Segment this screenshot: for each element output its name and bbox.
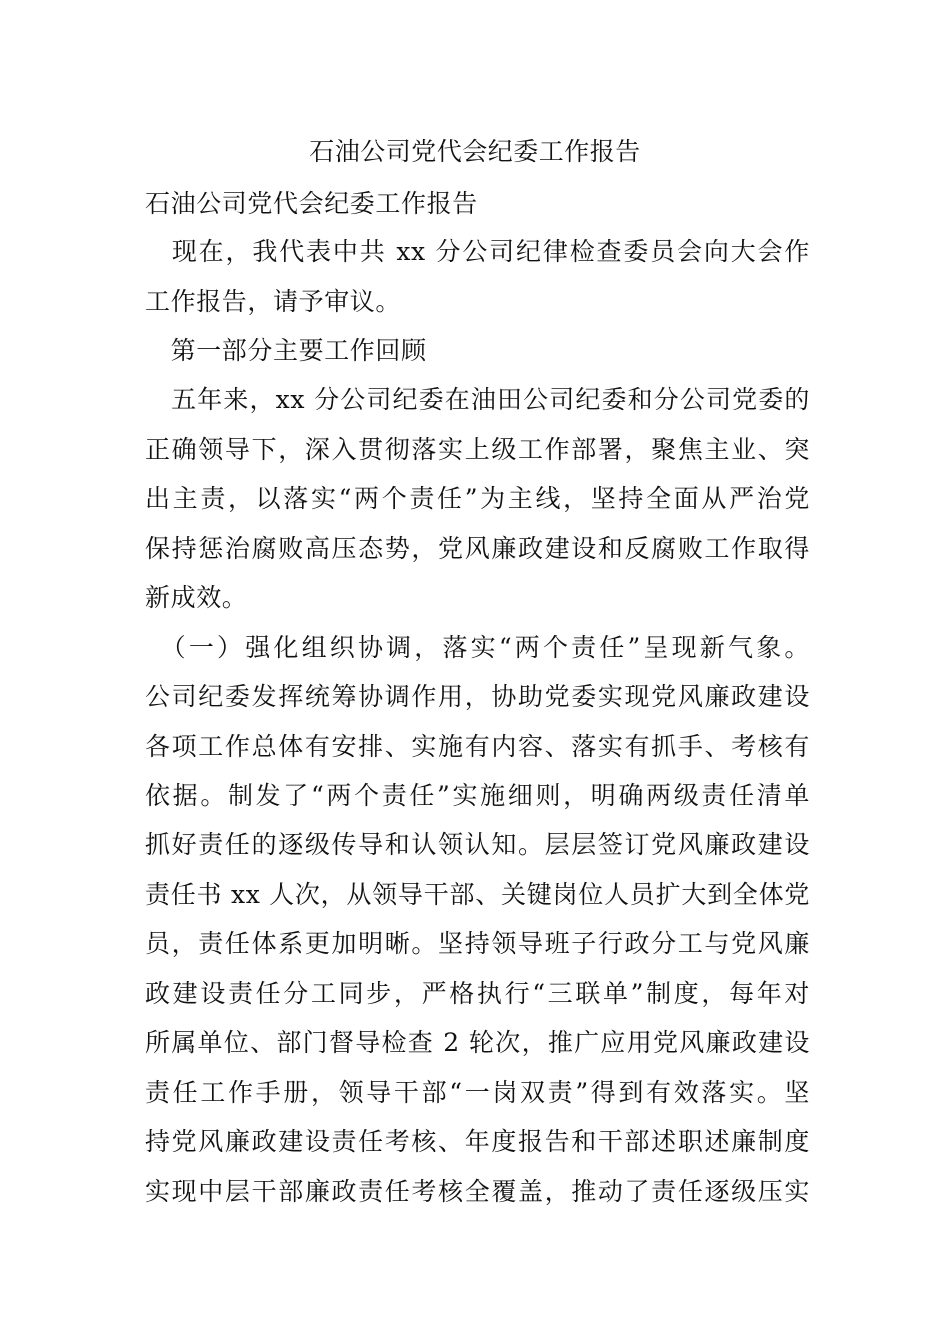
text-line-17: 所属单位、部门督导检查 2 轮次，推广应用党风廉政建设 — [145, 1028, 810, 1057]
text-line-12: 依据。制发了“两个责任”实施细则，明确两级责任清单 — [145, 781, 810, 810]
text-line-6: 出主责，以落实“两个责任”为主线，坚持全面从严治党 — [145, 484, 810, 513]
subsection-heading: （一）强化组织协调，落实“两个责任”呈现新气象。 — [145, 633, 810, 662]
text-line-14: 责任书 xx 人次，从领导干部、关键岗位人员扩大到全体党 — [145, 880, 810, 909]
text-line-8: 新成效。 — [145, 583, 248, 612]
text-line-20: 实现中层干部廉政责任考核全覆盖，推动了责任逐级压实 — [145, 1177, 810, 1206]
text-line-1: 现在，我代表中共 xx 分公司纪律检查委员会向大会作 — [145, 237, 810, 266]
text-line-18: 责任工作手册，领导干部“一岗双责”得到有效落实。坚 — [145, 1078, 810, 1107]
text-line-2: 工作报告，请予审议。 — [145, 287, 402, 316]
section-heading: 第一部分主要工作回顾 — [145, 336, 427, 365]
document-title: 石油公司党代会纪委工作报告 — [309, 137, 641, 166]
text-line-5: 正确领导下，深入贯彻落实上级工作部署，聚焦主业、突 — [145, 435, 810, 464]
subtitle-line: 石油公司党代会纪委工作报告 — [145, 189, 478, 218]
text-line-10: 公司纪委发挥统筹协调作用，协助党委实现党风廉政建设 — [145, 682, 810, 711]
text-line-16: 政建设责任分工同步，严格执行“三联单”制度，每年对 — [145, 979, 810, 1008]
text-line-4: 五年来，xx 分公司纪委在油田公司纪委和分公司党委的 — [145, 385, 810, 414]
text-line-11: 各项工作总体有安排、实施有内容、落实有抓手、考核有 — [145, 732, 810, 761]
text-line-7: 保持惩治腐败高压态势，党风廉政建设和反腐败工作取得 — [145, 534, 810, 563]
text-line-13: 抓好责任的逐级传导和认领认知。层层签订党风廉政建设 — [145, 830, 810, 859]
text-line-15: 员，责任体系更加明晰。坚持领导班子行政分工与党风廉 — [145, 929, 810, 958]
text-line-19: 持党风廉政建设责任考核、年度报告和干部述职述廉制度 — [145, 1127, 810, 1156]
